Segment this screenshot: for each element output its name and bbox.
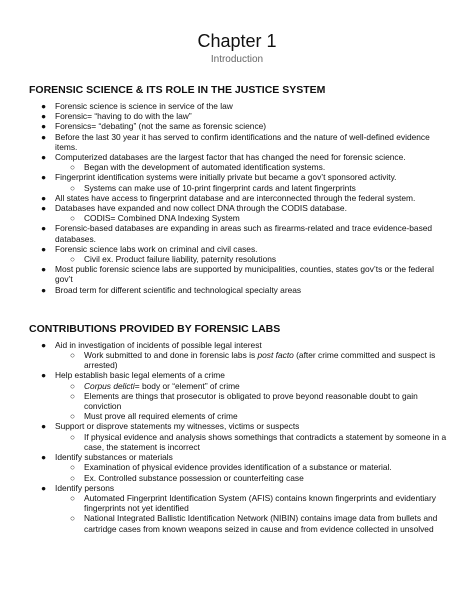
circle-bullet-icon: ○ bbox=[70, 462, 76, 473]
list-item-text: Before the last 30 year it has served to confirm identifications and the nature of well-defined evidence items. bbox=[55, 131, 430, 152]
list-item bbox=[0, 483, 474, 493]
list-item-text: Identify substances or materials bbox=[55, 452, 173, 463]
bullet-icon: ● bbox=[41, 121, 47, 132]
list-item-text: Must prove all required elements of crime bbox=[84, 411, 238, 422]
list-item bbox=[0, 264, 474, 284]
list-item-text: Support or disprove statements my witnesses, victims or suspects bbox=[55, 421, 300, 432]
bullet-icon: ● bbox=[41, 223, 47, 234]
bullet-icon: ● bbox=[41, 152, 47, 163]
chapter-subtitle: Introduction bbox=[210, 54, 264, 65]
bullet-icon: ● bbox=[41, 131, 47, 142]
sub-list-item bbox=[0, 183, 474, 193]
sub-list-item bbox=[0, 254, 474, 264]
list-item bbox=[0, 193, 474, 203]
list-item-text: Help establish basic legal elements of a crime bbox=[55, 370, 225, 381]
bullet-icon: ● bbox=[41, 203, 47, 214]
contributions-list bbox=[0, 340, 474, 534]
list-item-text: Databases have expanded and now collect DNA through the CODIS database. bbox=[55, 203, 347, 214]
list-item-text: Fingerprint identification systems were initially private but became a gov’t sponsored activity. bbox=[55, 172, 397, 183]
circle-bullet-icon: ○ bbox=[70, 472, 76, 483]
list-item-text: Systems can make use of 10-print fingerprint cards and latent fingerprints bbox=[84, 182, 356, 193]
list-item bbox=[0, 203, 474, 213]
bullet-icon: ● bbox=[41, 339, 47, 350]
bullet-icon: ● bbox=[41, 243, 47, 254]
list-item-text: Aid in investigation of incidents of possible legal interest bbox=[55, 339, 262, 350]
list-item-text: Forensic science is science in service of the law bbox=[55, 101, 233, 111]
bullet-icon: ● bbox=[41, 172, 47, 183]
circle-bullet-icon: ○ bbox=[70, 513, 76, 524]
circle-bullet-icon: ○ bbox=[70, 254, 76, 265]
sub-list-item bbox=[0, 350, 474, 370]
sub-list-item bbox=[0, 162, 474, 172]
circle-bullet-icon: ○ bbox=[70, 411, 76, 422]
forensic-science-list bbox=[0, 101, 474, 295]
list-item-text: Began with the development of automated identification systems. bbox=[84, 162, 326, 173]
chapter-title: Chapter 1 bbox=[197, 31, 277, 51]
list-item bbox=[0, 121, 474, 131]
list-item bbox=[0, 370, 474, 380]
list-item-text: Elements are things that prosecutor is obligated to prove beyond reasonable doubt to gain conviction bbox=[84, 390, 418, 412]
sub-list-item bbox=[0, 513, 474, 533]
circle-bullet-icon: ○ bbox=[70, 390, 76, 401]
list-item-text: Forensics= “debating” (not the same as forensic science) bbox=[55, 121, 267, 132]
list-item-text: Examination of physical evidence provides identification of a substance or material. bbox=[84, 462, 392, 473]
list-item-text: If physical evidence and analysis shows somethings that contradicts a statement by someone in a case, the statement is incorrect bbox=[84, 431, 447, 452]
list-item-text-after: (after crime committed and suspect is arrested) bbox=[84, 350, 436, 371]
list-item bbox=[0, 340, 474, 350]
list-item-text: Forensic-based databases are expanding in areas such as firearms-related and trace evidence-based databases. bbox=[55, 223, 433, 244]
list-item-text: Computerized databases are the largest factor that has changed the need for forensic science. bbox=[55, 152, 406, 163]
sub-list-item bbox=[0, 391, 474, 411]
bullet-icon: ● bbox=[41, 284, 47, 295]
list-item bbox=[0, 285, 474, 295]
list-item bbox=[0, 223, 474, 243]
list-item-text: Broad term for different scientific and technological specialty areas bbox=[55, 284, 302, 295]
list-item bbox=[0, 452, 474, 462]
list-item-text: Forensic= “having to do with the law” bbox=[55, 111, 192, 122]
list-item bbox=[0, 111, 474, 121]
list-item-text: Ex. Controlled substance possession or counterfeiting case bbox=[84, 472, 304, 483]
circle-bullet-icon: ○ bbox=[70, 350, 76, 361]
sub-list-item bbox=[0, 473, 474, 483]
circle-bullet-icon: ○ bbox=[70, 431, 76, 442]
bullet-icon: ● bbox=[41, 111, 47, 122]
list-item-text: Civil ex. Product failure liability, paternity resolutions bbox=[84, 254, 277, 265]
section-heading-contributions: CONTRIBUTIONS PROVIDED BY FORENSIC LABS bbox=[29, 322, 281, 335]
bullet-icon: ● bbox=[41, 101, 47, 111]
circle-bullet-icon: ○ bbox=[70, 380, 76, 391]
list-item-text-before: Work submitted to and done in forensic labs is bbox=[84, 350, 258, 361]
bullet-icon: ● bbox=[41, 452, 47, 463]
list-item bbox=[0, 172, 474, 182]
list-item bbox=[0, 244, 474, 254]
bullet-icon: ● bbox=[41, 482, 47, 493]
list-item-emphasis: post facto bbox=[257, 350, 294, 361]
sub-list-item bbox=[0, 411, 474, 421]
list-item bbox=[0, 101, 474, 111]
circle-bullet-icon: ○ bbox=[70, 182, 76, 193]
list-item-text: Forensic science labs work on criminal and civil cases. bbox=[55, 243, 258, 254]
sub-list-item bbox=[0, 432, 474, 452]
sub-list-item bbox=[0, 213, 474, 223]
list-item bbox=[0, 152, 474, 162]
list-item bbox=[0, 132, 474, 152]
list-item-text-after: = body or “element” of crime bbox=[134, 380, 240, 391]
circle-bullet-icon: ○ bbox=[70, 492, 76, 503]
list-item-text: Automated Fingerprint Identification System (AFIS) contains known fingerprints and evidentiary fingerprints not yet identified bbox=[84, 492, 436, 514]
bullet-icon: ● bbox=[41, 370, 47, 381]
bullet-icon: ● bbox=[41, 421, 47, 432]
sub-list-item bbox=[0, 462, 474, 472]
bullet-icon: ● bbox=[41, 264, 47, 275]
circle-bullet-icon: ○ bbox=[70, 213, 76, 224]
bullet-icon: ● bbox=[41, 192, 47, 203]
sub-list-item bbox=[0, 493, 474, 513]
sub-list-item bbox=[0, 381, 474, 391]
circle-bullet-icon: ○ bbox=[70, 162, 76, 173]
list-item-text: Most public forensic science labs are supported by municipalities, counties, states gov’ts or the federal gov’t bbox=[55, 264, 434, 285]
list-item-text: National Integrated Ballistic Identification Network (NIBIN) contains image data from bullets and cartridge cases from known weapons seized in cause and from evidence collected in unsolved bbox=[84, 513, 438, 534]
list-item-text: Identify persons bbox=[55, 482, 115, 493]
list-item-text: All states have access to fingerprint database and are interconnected through the federal system. bbox=[55, 192, 416, 203]
list-item-emphasis: Corpus delicti bbox=[84, 380, 135, 391]
section-heading-forensic-science: FORENSIC SCIENCE & ITS ROLE IN THE JUSTICE SYSTEM bbox=[29, 84, 326, 96]
list-item bbox=[0, 421, 474, 431]
list-item-text: CODIS= Combined DNA Indexing System bbox=[84, 213, 240, 224]
